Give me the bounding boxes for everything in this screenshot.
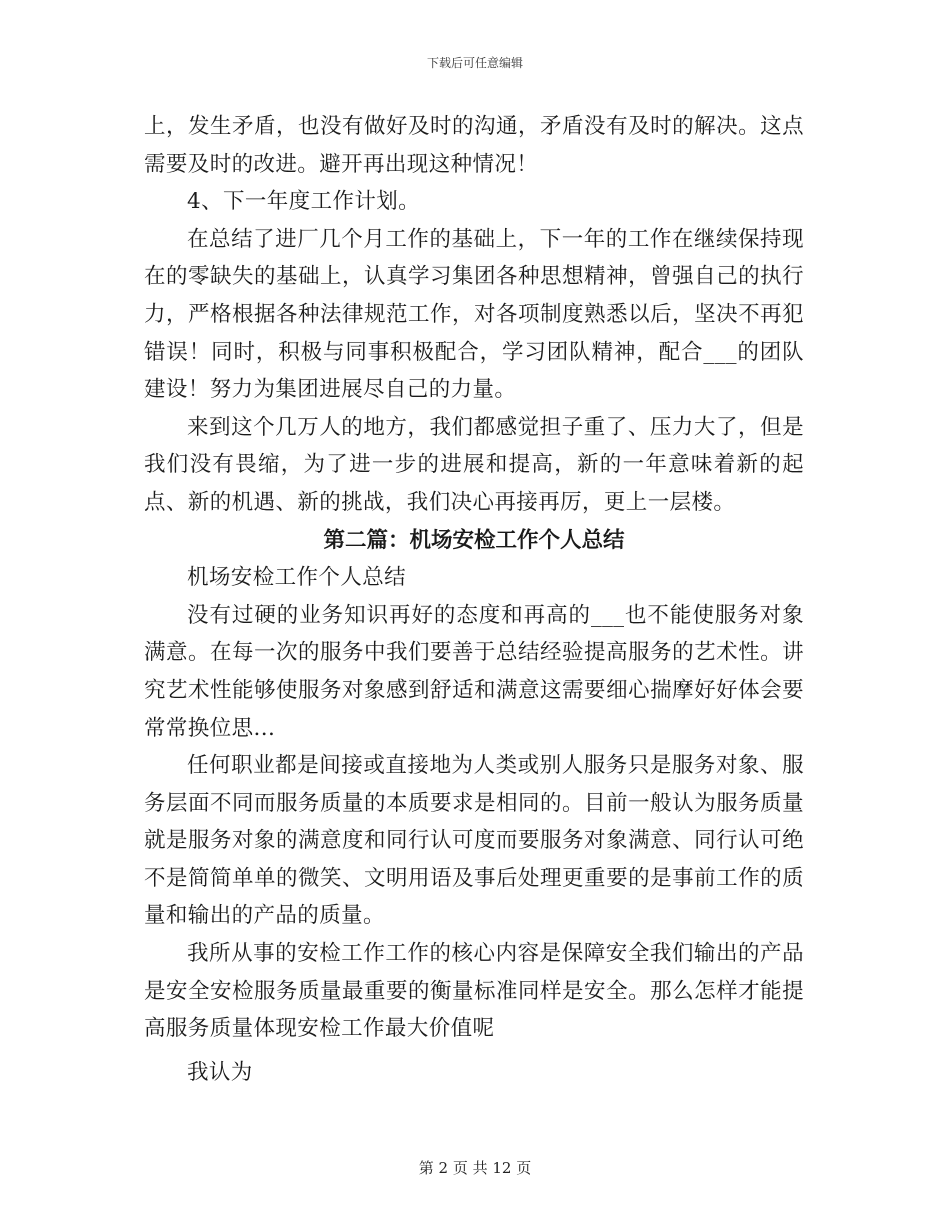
section-paragraph: 我认为 — [187, 1059, 253, 1085]
paragraph-heading-plan: 4、下一年度工作计划。 — [187, 189, 421, 215]
document-body — [144, 108, 804, 1091]
section-paragraph: 我所从事的安检工作工作的核心内容是保障安全我们输出的产品是安全安检服务质量最重要的衡量标准同样是安全。那么怎样才能提高服务质量体现安检工作最大价值呢 — [144, 941, 804, 1042]
paragraph-closing: 来到这个几万人的地方，我们都感觉担子重了、压力大了，但是我们没有畏缩，为了进一步的进展和提高，新的一年意味着新的起点、新的机遇、新的挑战，我们决心再接再厉，更上一层楼。 — [144, 414, 804, 515]
section-title: 第二篇：机场安检工作个人总结 — [323, 527, 625, 553]
page-footer: 第 2 页 共 12 页 — [418, 1159, 532, 1177]
section-subtitle: 机场安检工作个人总结 — [187, 565, 407, 591]
section-paragraph: 没有过硬的业务知识再好的态度和再高的___也不能使服务对象满意。在每一次的服务中我们要善于总结经验提高服务的艺术性。讲究艺术性能够使服务对象感到舒适和满意这需要细心揣摩好好体会要常常换位思... — [144, 602, 804, 741]
page-header: 下载后可任意编辑 — [426, 56, 523, 70]
section-paragraph: 任何职业都是间接或直接地为人类或别人服务只是服务对象、服务层面不同而服务质量的本质要求是相同的。目前一般认为服务质量就是服务对象的满意度和同行认可度而要服务对象满意、同行认可绝不是简简单单的微笑、文明用语及事后处理更重要的是事前工作的质量和输出的产品的质量。 — [144, 753, 804, 929]
paragraph-plan: 在总结了进厂几个月工作的基础上，下一年的工作在继续保持现在的零缺失的基础上，认真学习集团各种思想精神，曾强自己的执行力，严格根据各种法律规范工作，对各项制度熟悉以后，坚决不再犯错误！同时，积极与同事积极配合，学习团队精神，配合___的团队建设！努力为集团进展尽自己的力量。 — [144, 226, 804, 403]
paragraph-continuation: 上，发生矛盾，也没有做好及时的沟通，矛盾没有及时的解决。这点需要及时的改进。避开再出现这种情况！ — [144, 114, 804, 177]
